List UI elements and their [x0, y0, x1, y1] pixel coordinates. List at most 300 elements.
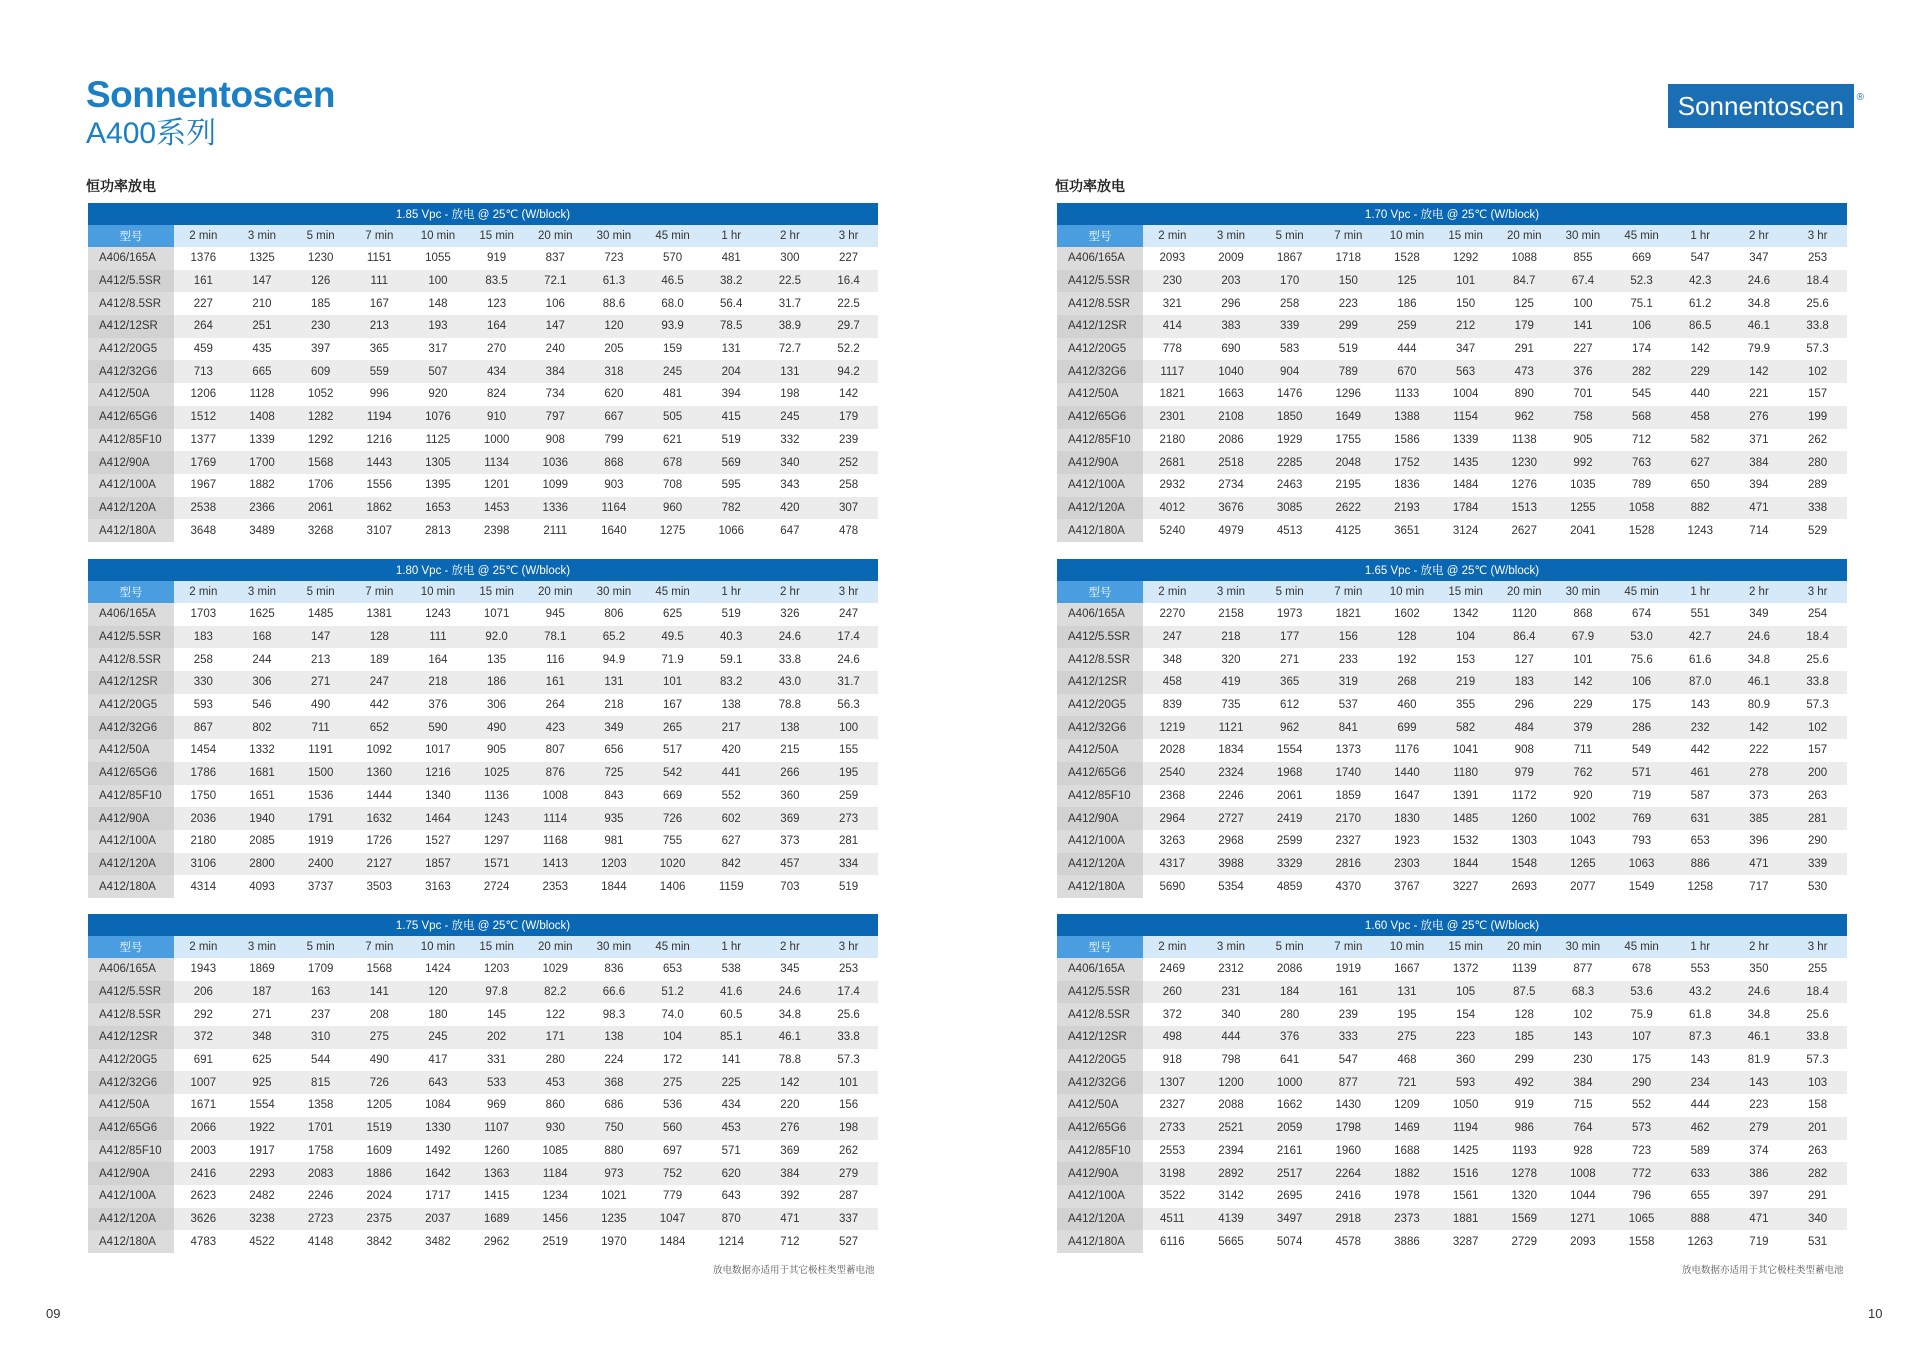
value-cell: 582 [1436, 716, 1495, 739]
value-cell: 1867 [1260, 247, 1319, 270]
value-cell: 360 [761, 785, 820, 808]
value-cell: 905 [467, 739, 526, 762]
value-cell: 713 [174, 360, 233, 383]
value-cell: 2158 [1202, 603, 1261, 626]
value-cell: 1821 [1143, 383, 1202, 406]
value-cell: 1180 [1436, 762, 1495, 785]
value-cell: 711 [291, 716, 350, 739]
value-cell: 330 [174, 671, 233, 694]
value-cell: 40.3 [702, 626, 761, 649]
value-cell: 24.6 [761, 981, 820, 1004]
value-cell: 627 [702, 830, 761, 853]
value-cell: 67.4 [1554, 270, 1613, 293]
column-header: 3 min [233, 225, 292, 247]
value-cell: 33.8 [1788, 315, 1847, 338]
value-cell: 2009 [1202, 247, 1261, 270]
value-cell: 1055 [409, 247, 468, 270]
value-cell: 507 [409, 360, 468, 383]
table-row [1057, 270, 1847, 293]
column-header-model: 型号 [1057, 225, 1143, 247]
value-cell: 1243 [467, 807, 526, 830]
value-cell: 185 [291, 292, 350, 315]
value-cell: 239 [1319, 1003, 1378, 1026]
value-cell: 210 [233, 292, 292, 315]
value-cell: 33.8 [1788, 671, 1847, 694]
value-cell: 75.1 [1612, 292, 1671, 315]
model-cell: A412/50A [88, 1094, 174, 1117]
value-cell: 1036 [526, 451, 585, 474]
value-cell: 72.1 [526, 270, 585, 293]
table-row [1057, 1185, 1847, 1208]
value-cell: 275 [350, 1026, 409, 1049]
value-cell: 175 [1612, 694, 1671, 717]
value-cell: 1703 [174, 603, 233, 626]
value-cell: 5240 [1143, 519, 1202, 542]
table-row [88, 247, 878, 270]
value-cell: 376 [409, 694, 468, 717]
value-cell: 529 [1788, 519, 1847, 542]
column-header: 1 hr [702, 936, 761, 958]
model-cell: A412/120A [1057, 497, 1143, 520]
value-cell: 43.2 [1671, 981, 1730, 1004]
value-cell: 533 [467, 1071, 526, 1094]
value-cell: 537 [1319, 694, 1378, 717]
value-cell: 969 [467, 1094, 526, 1117]
column-header: 2 min [1143, 936, 1202, 958]
table-title: 1.65 Vpc - 放电 @ 25℃ (W/block) [1057, 559, 1847, 581]
value-cell: 150 [1319, 270, 1378, 293]
value-cell: 345 [761, 958, 820, 981]
value-cell: 227 [819, 247, 878, 270]
table-row [88, 338, 878, 361]
value-cell: 868 [585, 451, 644, 474]
value-cell: 1092 [350, 739, 409, 762]
table-row [88, 694, 878, 717]
table-row [88, 429, 878, 452]
value-cell: 120 [409, 981, 468, 1004]
table-row [1057, 1026, 1847, 1049]
column-header: 45 min [643, 581, 702, 603]
value-cell: 2293 [233, 1162, 292, 1185]
column-header: 1 hr [1671, 225, 1730, 247]
value-cell: 571 [702, 1140, 761, 1163]
model-cell: A412/100A [88, 474, 174, 497]
value-cell: 94.9 [585, 648, 644, 671]
value-cell: 839 [1143, 694, 1202, 717]
value-cell: 750 [585, 1117, 644, 1140]
value-cell: 97.8 [467, 981, 526, 1004]
value-cell: 1203 [585, 853, 644, 876]
value-cell: 2161 [1260, 1140, 1319, 1163]
value-cell: 237 [291, 1003, 350, 1026]
value-cell: 904 [1260, 360, 1319, 383]
value-cell: 161 [1319, 981, 1378, 1004]
value-cell: 68.3 [1554, 981, 1613, 1004]
value-cell: 519 [819, 875, 878, 898]
value-cell: 1191 [291, 739, 350, 762]
value-cell: 2077 [1554, 875, 1613, 898]
value-cell: 53.6 [1612, 981, 1671, 1004]
value-cell: 177 [1260, 626, 1319, 649]
value-cell: 772 [1612, 1162, 1671, 1185]
value-cell: 306 [233, 671, 292, 694]
value-cell: 882 [1671, 497, 1730, 520]
value-cell: 423 [526, 716, 585, 739]
value-cell: 198 [819, 1117, 878, 1140]
value-cell: 1065 [1612, 1208, 1671, 1231]
value-cell: 471 [1730, 853, 1789, 876]
value-cell: 25.6 [1788, 1003, 1847, 1026]
value-cell: 1435 [1436, 451, 1495, 474]
value-cell: 333 [1319, 1026, 1378, 1049]
value-cell: 59.1 [702, 648, 761, 671]
value-cell: 419 [1202, 671, 1261, 694]
value-cell: 1709 [291, 958, 350, 981]
value-cell: 1235 [585, 1208, 644, 1231]
value-cell: 3648 [174, 519, 233, 542]
column-header: 45 min [1612, 936, 1671, 958]
value-cell: 4783 [174, 1230, 233, 1253]
value-cell: 590 [409, 716, 468, 739]
value-cell: 890 [1495, 383, 1554, 406]
value-cell: 33.8 [1788, 1026, 1847, 1049]
value-cell: 547 [1671, 247, 1730, 270]
value-cell: 369 [761, 1140, 820, 1163]
table-row [88, 519, 878, 542]
column-header: 45 min [1612, 225, 1671, 247]
value-cell: 53.0 [1612, 626, 1671, 649]
value-cell: 1485 [1436, 807, 1495, 830]
column-header: 20 min [526, 936, 585, 958]
model-cell: A412/50A [88, 739, 174, 762]
value-cell: 386 [1730, 1162, 1789, 1185]
table-row [1057, 739, 1847, 762]
value-cell: 2394 [1202, 1140, 1261, 1163]
value-cell: 179 [1495, 315, 1554, 338]
value-cell: 1303 [1495, 830, 1554, 853]
model-cell: A412/5.5SR [1057, 270, 1143, 293]
value-cell: 85.1 [702, 1026, 761, 1049]
value-cell: 1203 [467, 958, 526, 981]
value-cell: 670 [1378, 360, 1437, 383]
value-cell: 571 [1612, 762, 1671, 785]
value-cell: 262 [819, 1140, 878, 1163]
value-cell: 1330 [409, 1117, 468, 1140]
value-cell: 4125 [1319, 519, 1378, 542]
value-cell: 273 [819, 807, 878, 830]
value-cell: 435 [233, 338, 292, 361]
value-cell: 2085 [233, 830, 292, 853]
value-cell: 2270 [1143, 603, 1202, 626]
value-cell: 870 [702, 1208, 761, 1231]
model-cell: A412/12SR [88, 671, 174, 694]
value-cell: 886 [1671, 853, 1730, 876]
value-cell: 3107 [350, 519, 409, 542]
value-cell: 271 [291, 671, 350, 694]
value-cell: 690 [1202, 338, 1261, 361]
value-cell: 360 [1436, 1049, 1495, 1072]
value-cell: 171 [526, 1026, 585, 1049]
value-cell: 2061 [291, 497, 350, 520]
table-row [1057, 451, 1847, 474]
value-cell: 350 [1730, 958, 1789, 981]
value-cell: 620 [702, 1162, 761, 1185]
value-cell: 2416 [1319, 1185, 1378, 1208]
value-cell: 222 [1730, 739, 1789, 762]
value-cell: 376 [1554, 360, 1613, 383]
value-cell: 1568 [350, 958, 409, 981]
value-cell: 2968 [1202, 830, 1261, 853]
value-cell: 263 [1788, 1140, 1847, 1163]
value-cell: 1002 [1554, 807, 1613, 830]
value-cell: 441 [702, 762, 761, 785]
value-cell: 396 [1730, 830, 1789, 853]
value-cell: 735 [1202, 694, 1261, 717]
value-cell: 1044 [1554, 1185, 1613, 1208]
value-cell: 128 [350, 626, 409, 649]
value-cell: 2180 [174, 830, 233, 853]
value-cell: 233 [1319, 648, 1378, 671]
value-cell: 138 [702, 694, 761, 717]
value-cell: 1444 [350, 785, 409, 808]
value-cell: 3329 [1260, 853, 1319, 876]
value-cell: 215 [761, 739, 820, 762]
value-cell: 1133 [1378, 383, 1437, 406]
value-cell: 444 [1202, 1026, 1261, 1049]
model-cell: A412/65G6 [1057, 406, 1143, 429]
value-cell: 1836 [1378, 474, 1437, 497]
value-cell: 281 [1788, 807, 1847, 830]
value-cell: 240 [526, 338, 585, 361]
value-cell: 282 [1612, 360, 1671, 383]
value-cell: 218 [409, 671, 468, 694]
table-row [88, 830, 878, 853]
value-cell: 258 [174, 648, 233, 671]
value-cell: 218 [585, 694, 644, 717]
series-title: A400系列 [86, 117, 217, 150]
value-cell: 270 [467, 338, 526, 361]
value-cell: 262 [1788, 429, 1847, 452]
value-cell: 2093 [1143, 247, 1202, 270]
model-cell: A406/165A [1057, 603, 1143, 626]
value-cell: 490 [350, 1049, 409, 1072]
value-cell: 2540 [1143, 762, 1202, 785]
column-header: 5 min [291, 581, 350, 603]
column-header: 20 min [1495, 225, 1554, 247]
value-cell: 264 [174, 315, 233, 338]
value-cell: 612 [1260, 694, 1319, 717]
value-cell: 2918 [1319, 1208, 1378, 1231]
value-cell: 1134 [467, 451, 526, 474]
value-cell: 2127 [350, 853, 409, 876]
table-row [1057, 338, 1847, 361]
column-header: 5 min [1260, 581, 1319, 603]
value-cell: 1388 [1378, 406, 1437, 429]
column-header: 45 min [643, 936, 702, 958]
value-cell: 290 [1788, 830, 1847, 853]
value-cell: 2353 [526, 875, 585, 898]
value-cell: 1830 [1378, 807, 1437, 830]
value-cell: 1662 [1260, 1094, 1319, 1117]
model-cell: A412/8.5SR [1057, 1003, 1143, 1026]
model-cell: A412/100A [88, 830, 174, 853]
value-cell: 300 [761, 247, 820, 270]
value-cell: 1071 [467, 603, 526, 626]
value-cell: 355 [1436, 694, 1495, 717]
value-cell: 365 [1260, 671, 1319, 694]
value-cell: 1726 [350, 830, 409, 853]
table-row [1057, 958, 1847, 981]
value-cell: 1755 [1319, 429, 1378, 452]
value-cell: 711 [1554, 739, 1613, 762]
column-header: 10 min [1378, 936, 1437, 958]
value-cell: 4578 [1319, 1230, 1378, 1253]
value-cell: 1456 [526, 1208, 585, 1231]
value-cell: 1919 [1319, 958, 1378, 981]
value-cell: 945 [526, 603, 585, 626]
value-cell: 2093 [1554, 1230, 1613, 1253]
value-cell: 57.3 [819, 1049, 878, 1072]
table-row [88, 762, 878, 785]
value-cell: 234 [1671, 1071, 1730, 1094]
value-cell: 57.3 [1788, 694, 1847, 717]
table-title: 1.70 Vpc - 放电 @ 25℃ (W/block) [1057, 203, 1847, 225]
value-cell: 620 [585, 383, 644, 406]
value-cell: 2932 [1143, 474, 1202, 497]
value-cell: 78.8 [761, 1049, 820, 1072]
value-cell: 3503 [350, 875, 409, 898]
value-cell: 2264 [1319, 1162, 1378, 1185]
value-cell: 239 [819, 429, 878, 452]
model-cell: A406/165A [88, 958, 174, 981]
model-cell: A412/50A [1057, 383, 1143, 406]
value-cell: 319 [1319, 671, 1378, 694]
value-cell: 536 [643, 1094, 702, 1117]
value-cell: 498 [1143, 1026, 1202, 1049]
column-header: 45 min [643, 225, 702, 247]
value-cell: 385 [1730, 807, 1789, 830]
value-cell: 66.6 [585, 981, 644, 1004]
value-cell: 1484 [643, 1230, 702, 1253]
table-row [1057, 830, 1847, 853]
value-cell: 719 [1730, 1230, 1789, 1253]
value-cell: 266 [761, 762, 820, 785]
value-cell: 1176 [1378, 739, 1437, 762]
value-cell: 247 [350, 671, 409, 694]
value-cell: 1532 [1436, 830, 1495, 853]
value-cell: 1844 [1436, 853, 1495, 876]
value-cell: 1004 [1436, 383, 1495, 406]
value-cell: 527 [819, 1230, 878, 1253]
column-header: 3 min [233, 936, 292, 958]
value-cell: 83.5 [467, 270, 526, 293]
value-cell: 1750 [174, 785, 233, 808]
value-cell: 1671 [174, 1094, 233, 1117]
value-cell: 559 [350, 360, 409, 383]
value-cell: 371 [1730, 429, 1789, 452]
value-cell: 179 [819, 406, 878, 429]
value-cell: 3842 [350, 1230, 409, 1253]
value-cell: 339 [1260, 315, 1319, 338]
value-cell: 1663 [1202, 383, 1261, 406]
value-cell: 125 [1378, 270, 1437, 293]
value-cell: 46.1 [1730, 1026, 1789, 1049]
value-cell: 1395 [409, 474, 468, 497]
value-cell: 2312 [1202, 958, 1261, 981]
value-cell: 5354 [1202, 875, 1261, 898]
value-cell: 72.7 [761, 338, 820, 361]
value-cell: 84.7 [1495, 270, 1554, 293]
value-cell: 278 [1730, 762, 1789, 785]
column-header: 7 min [1319, 225, 1378, 247]
value-cell: 4522 [233, 1230, 292, 1253]
value-cell: 4859 [1260, 875, 1319, 898]
value-cell: 61.2 [1671, 292, 1730, 315]
value-cell: 1649 [1319, 406, 1378, 429]
model-cell: A412/8.5SR [88, 1003, 174, 1026]
value-cell: 1558 [1612, 1230, 1671, 1253]
value-cell: 2482 [233, 1185, 292, 1208]
value-cell: 1164 [585, 497, 644, 520]
value-cell: 655 [1671, 1185, 1730, 1208]
value-cell: 4139 [1202, 1208, 1261, 1231]
value-cell: 1332 [233, 739, 292, 762]
value-cell: 560 [643, 1117, 702, 1140]
column-header-model: 型号 [88, 581, 174, 603]
value-cell: 42.7 [1671, 626, 1730, 649]
value-cell: 254 [1788, 603, 1847, 626]
brand-block [86, 74, 335, 152]
column-header: 3 min [1202, 936, 1261, 958]
value-cell: 1265 [1554, 853, 1613, 876]
value-cell: 230 [1554, 1049, 1613, 1072]
value-cell: 4093 [233, 875, 292, 898]
value-cell: 1271 [1554, 1208, 1613, 1231]
value-cell: 593 [1436, 1071, 1495, 1094]
table-row [88, 1026, 878, 1049]
value-cell: 979 [1495, 762, 1554, 785]
value-cell: 1960 [1319, 1140, 1378, 1163]
value-cell: 1528 [1612, 519, 1671, 542]
value-cell: 1602 [1378, 603, 1437, 626]
value-cell: 758 [1554, 406, 1613, 429]
column-header: 7 min [350, 581, 409, 603]
value-cell: 1917 [233, 1140, 292, 1163]
value-cell: 384 [526, 360, 585, 383]
value-cell: 291 [1788, 1185, 1847, 1208]
value-cell: 2962 [467, 1230, 526, 1253]
value-cell: 79.9 [1730, 338, 1789, 361]
value-cell: 434 [467, 360, 526, 383]
value-cell: 1850 [1260, 406, 1319, 429]
value-cell: 589 [1671, 1140, 1730, 1163]
column-header: 3 min [1202, 225, 1261, 247]
value-cell: 34.8 [1730, 1003, 1789, 1026]
value-cell: 3988 [1202, 853, 1261, 876]
value-cell: 135 [467, 648, 526, 671]
value-cell: 545 [1612, 383, 1671, 406]
model-cell: A406/165A [88, 247, 174, 270]
value-cell: 1425 [1436, 1140, 1495, 1163]
value-cell: 1464 [409, 807, 468, 830]
value-cell: 57.3 [1788, 1049, 1847, 1072]
value-cell: 82.2 [526, 981, 585, 1004]
value-cell: 789 [1612, 474, 1671, 497]
value-cell: 111 [409, 626, 468, 649]
column-header: 1 hr [1671, 581, 1730, 603]
value-cell: 223 [1730, 1094, 1789, 1117]
value-cell: 18.4 [1788, 270, 1847, 293]
